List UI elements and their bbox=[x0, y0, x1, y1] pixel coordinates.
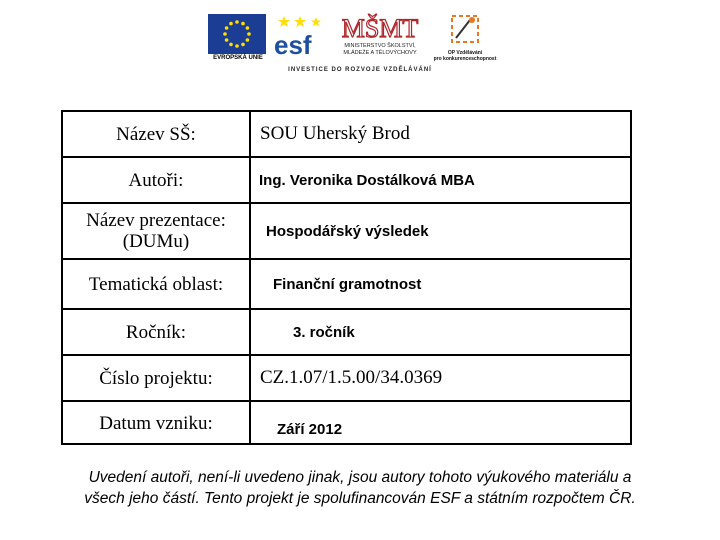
value-project-number: CZ.1.07/1.5.00/34.0369 bbox=[260, 367, 443, 388]
msmt-caption-line2: MLÁDEŽE A TĚLOVÝCHOVY bbox=[343, 50, 417, 56]
project-info-table bbox=[61, 110, 632, 445]
op-caption-line2: pro konkurenceschopnost bbox=[433, 56, 497, 62]
table-row bbox=[63, 402, 630, 445]
table-row bbox=[63, 356, 630, 402]
eu-stars-icon bbox=[208, 14, 266, 54]
msmt-mark-icon bbox=[330, 10, 430, 44]
authorship-note bbox=[10, 467, 710, 509]
esf-text: esf bbox=[274, 30, 312, 58]
value-school-name: SOU Uherský Brod bbox=[260, 123, 410, 144]
label-authors: Autoři: bbox=[63, 158, 251, 202]
value-grade: 3. ročník bbox=[293, 323, 355, 341]
label-presentation-title: Název prezentace: (DUMu) bbox=[63, 204, 251, 258]
value-presentation-title: Hospodářský výsledek bbox=[266, 222, 429, 240]
label-project-number: Číslo projektu: bbox=[63, 356, 251, 400]
table-row bbox=[63, 260, 630, 310]
table-row bbox=[63, 204, 630, 260]
esf-mark-icon bbox=[270, 14, 326, 58]
msmt-logo bbox=[330, 10, 430, 68]
msmt-caption-line1: MINISTERSTVO ŠKOLSTVÍ, bbox=[344, 43, 416, 49]
value-thematic-area: Finanční gramotnost bbox=[273, 275, 422, 293]
op-mark-icon bbox=[432, 12, 496, 50]
table-row bbox=[63, 112, 630, 158]
table-row bbox=[63, 310, 630, 356]
value-creation-date: Září 2012 bbox=[277, 421, 343, 438]
table-row bbox=[63, 158, 630, 204]
op-caption bbox=[425, 50, 505, 62]
invest-tagline: INVESTICE DO ROZVOJE VZDĚLÁVÁNÍ bbox=[288, 67, 432, 73]
eu-flag-logo bbox=[208, 14, 266, 54]
msmt-letters: MŠMT bbox=[341, 14, 419, 43]
op-caption-line1: OP Vzdělávání bbox=[447, 50, 483, 56]
label-school-name: Název SŠ: bbox=[63, 112, 251, 156]
logo-banner bbox=[0, 0, 720, 80]
value-authors: Ing. Veronika Dostálková MBA bbox=[259, 171, 475, 189]
label-grade: Ročník: bbox=[63, 310, 251, 354]
authorship-note-line2: všech jeho částí. Tento projekt je spolufinancován ESF a státním rozpočtem ČR. bbox=[84, 490, 636, 507]
label-creation-date: Datum vzniku: bbox=[63, 402, 251, 445]
eu-caption: EVROPSKÁ UNIE bbox=[213, 55, 263, 61]
label-thematic-area: Tematická oblast: bbox=[63, 260, 251, 308]
authorship-note-line1: Uvedení autoři, není-li uvedeno jinak, jsou autory tohoto výukového materiálu a bbox=[88, 469, 632, 486]
msmt-caption bbox=[330, 43, 430, 57]
esf-logo bbox=[270, 14, 326, 58]
